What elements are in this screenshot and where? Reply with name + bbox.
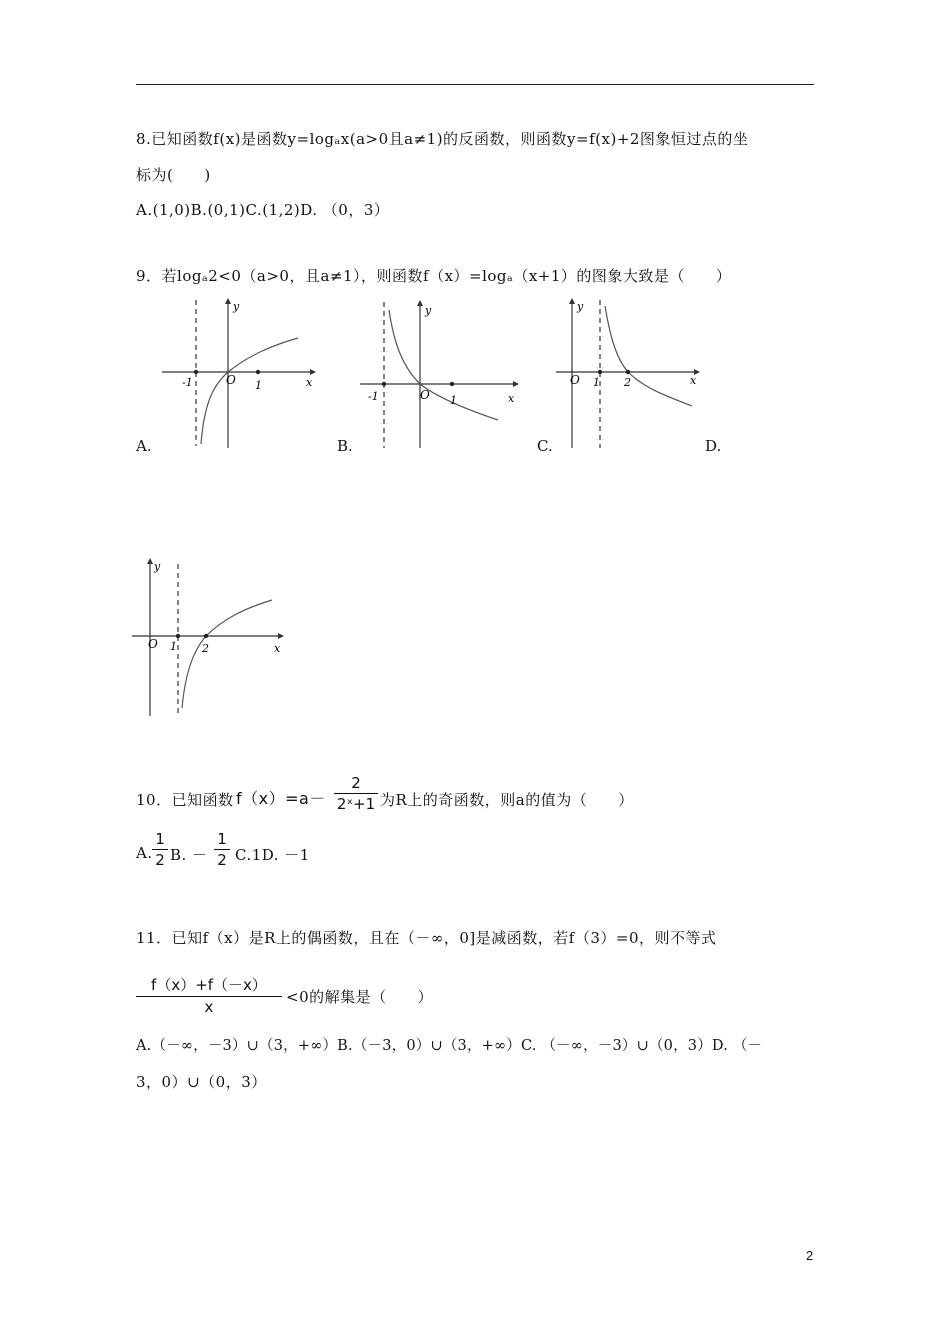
- q11-frac-num: f（x）+f（－x）: [151, 976, 267, 994]
- axis-x-label: x: [508, 392, 515, 405]
- q10-opt-b-label: B. －: [170, 846, 208, 864]
- graph-option-c: [554, 296, 704, 451]
- graph-option-b: [358, 298, 523, 450]
- origin-label: O: [420, 388, 430, 402]
- frac-den: 2: [217, 851, 227, 869]
- q11-frac-den: x: [204, 998, 214, 1016]
- q10-opt-b-frac: [214, 830, 230, 869]
- axis-y-label: y: [233, 300, 240, 313]
- frac-num: 1: [155, 830, 165, 848]
- tick-label: 1: [170, 640, 177, 653]
- axis-y-label: y: [154, 560, 161, 573]
- tick-label: 1: [593, 376, 600, 389]
- axis-x-label: x: [690, 374, 697, 387]
- origin-label: O: [570, 373, 580, 387]
- axis-x-label: x: [274, 642, 281, 655]
- q11-fraction: [136, 974, 282, 1016]
- header-rule: [136, 84, 814, 85]
- q9-option-b: B.: [337, 437, 353, 455]
- q11-suffix: <0的解集是（ ）: [286, 988, 434, 1006]
- tick-label: 1: [255, 379, 262, 392]
- q10-frac-num: 2: [351, 774, 361, 792]
- axis-x-label: x: [306, 376, 313, 389]
- q8-stem-line1: 8.已知函数f(x)是函数y=logₐx(a>0且a≠1)的反函数，则函数y=f(x)+2图象恒过点的坐: [136, 130, 749, 148]
- tick-label: 2: [624, 376, 631, 389]
- tick-label: -1: [368, 390, 379, 403]
- q10-prefix: 10．已知函数: [136, 791, 234, 809]
- tick-label: 2: [202, 642, 209, 655]
- frac-den: 2: [155, 851, 165, 869]
- q10-fraction: [334, 774, 378, 813]
- q10-func: f（x）=a－: [236, 789, 326, 808]
- q9-option-c: C.: [537, 437, 553, 455]
- axis-y-label: y: [425, 304, 432, 317]
- q11-options-line2: 3，0）∪（0，3）: [136, 1073, 267, 1091]
- q10-suffix: 为R上的奇函数，则a的值为（ ）: [380, 791, 634, 809]
- tick-label: -1: [182, 376, 193, 389]
- q9-stem: 9．若logₐ2<0（a>0，且a≠1），则函数f（x）=logₐ（x+1）的图象大致是（ ）: [136, 267, 732, 285]
- q10-opt-a-label: A.: [136, 844, 153, 862]
- graph-option-d: [130, 556, 290, 721]
- q11-options-line1: A.（－∞，－3）∪（3，+∞）B.（－3，0）∪（3，+∞）C. （－∞，－3）∪（0，3）D. （－: [136, 1038, 763, 1054]
- q10-opt-rest: C.1D. －1: [235, 846, 310, 864]
- q8-stem-line2: 标为( ): [136, 166, 211, 184]
- origin-label: O: [148, 637, 158, 651]
- q9-option-a: A.: [136, 437, 152, 455]
- page-number: 2: [806, 1248, 814, 1263]
- graph-option-a: [160, 296, 320, 451]
- tick-label: 1: [450, 394, 457, 407]
- q10-opt-a-frac: [152, 830, 168, 869]
- q10-frac-den: 2ˣ+1: [336, 795, 376, 813]
- q8-options: A.(1,0)B.(0,1)C.(1,2)D. （0，3）: [136, 201, 390, 219]
- axis-y-label: y: [577, 300, 584, 313]
- q11-stem: 11．已知f（x）是R上的偶函数，且在（－∞，0]是减函数，若f（3）=0，则不等式: [136, 929, 717, 947]
- q9-option-d: D.: [705, 437, 722, 455]
- frac-num: 1: [217, 830, 227, 848]
- origin-label: O: [226, 373, 236, 387]
